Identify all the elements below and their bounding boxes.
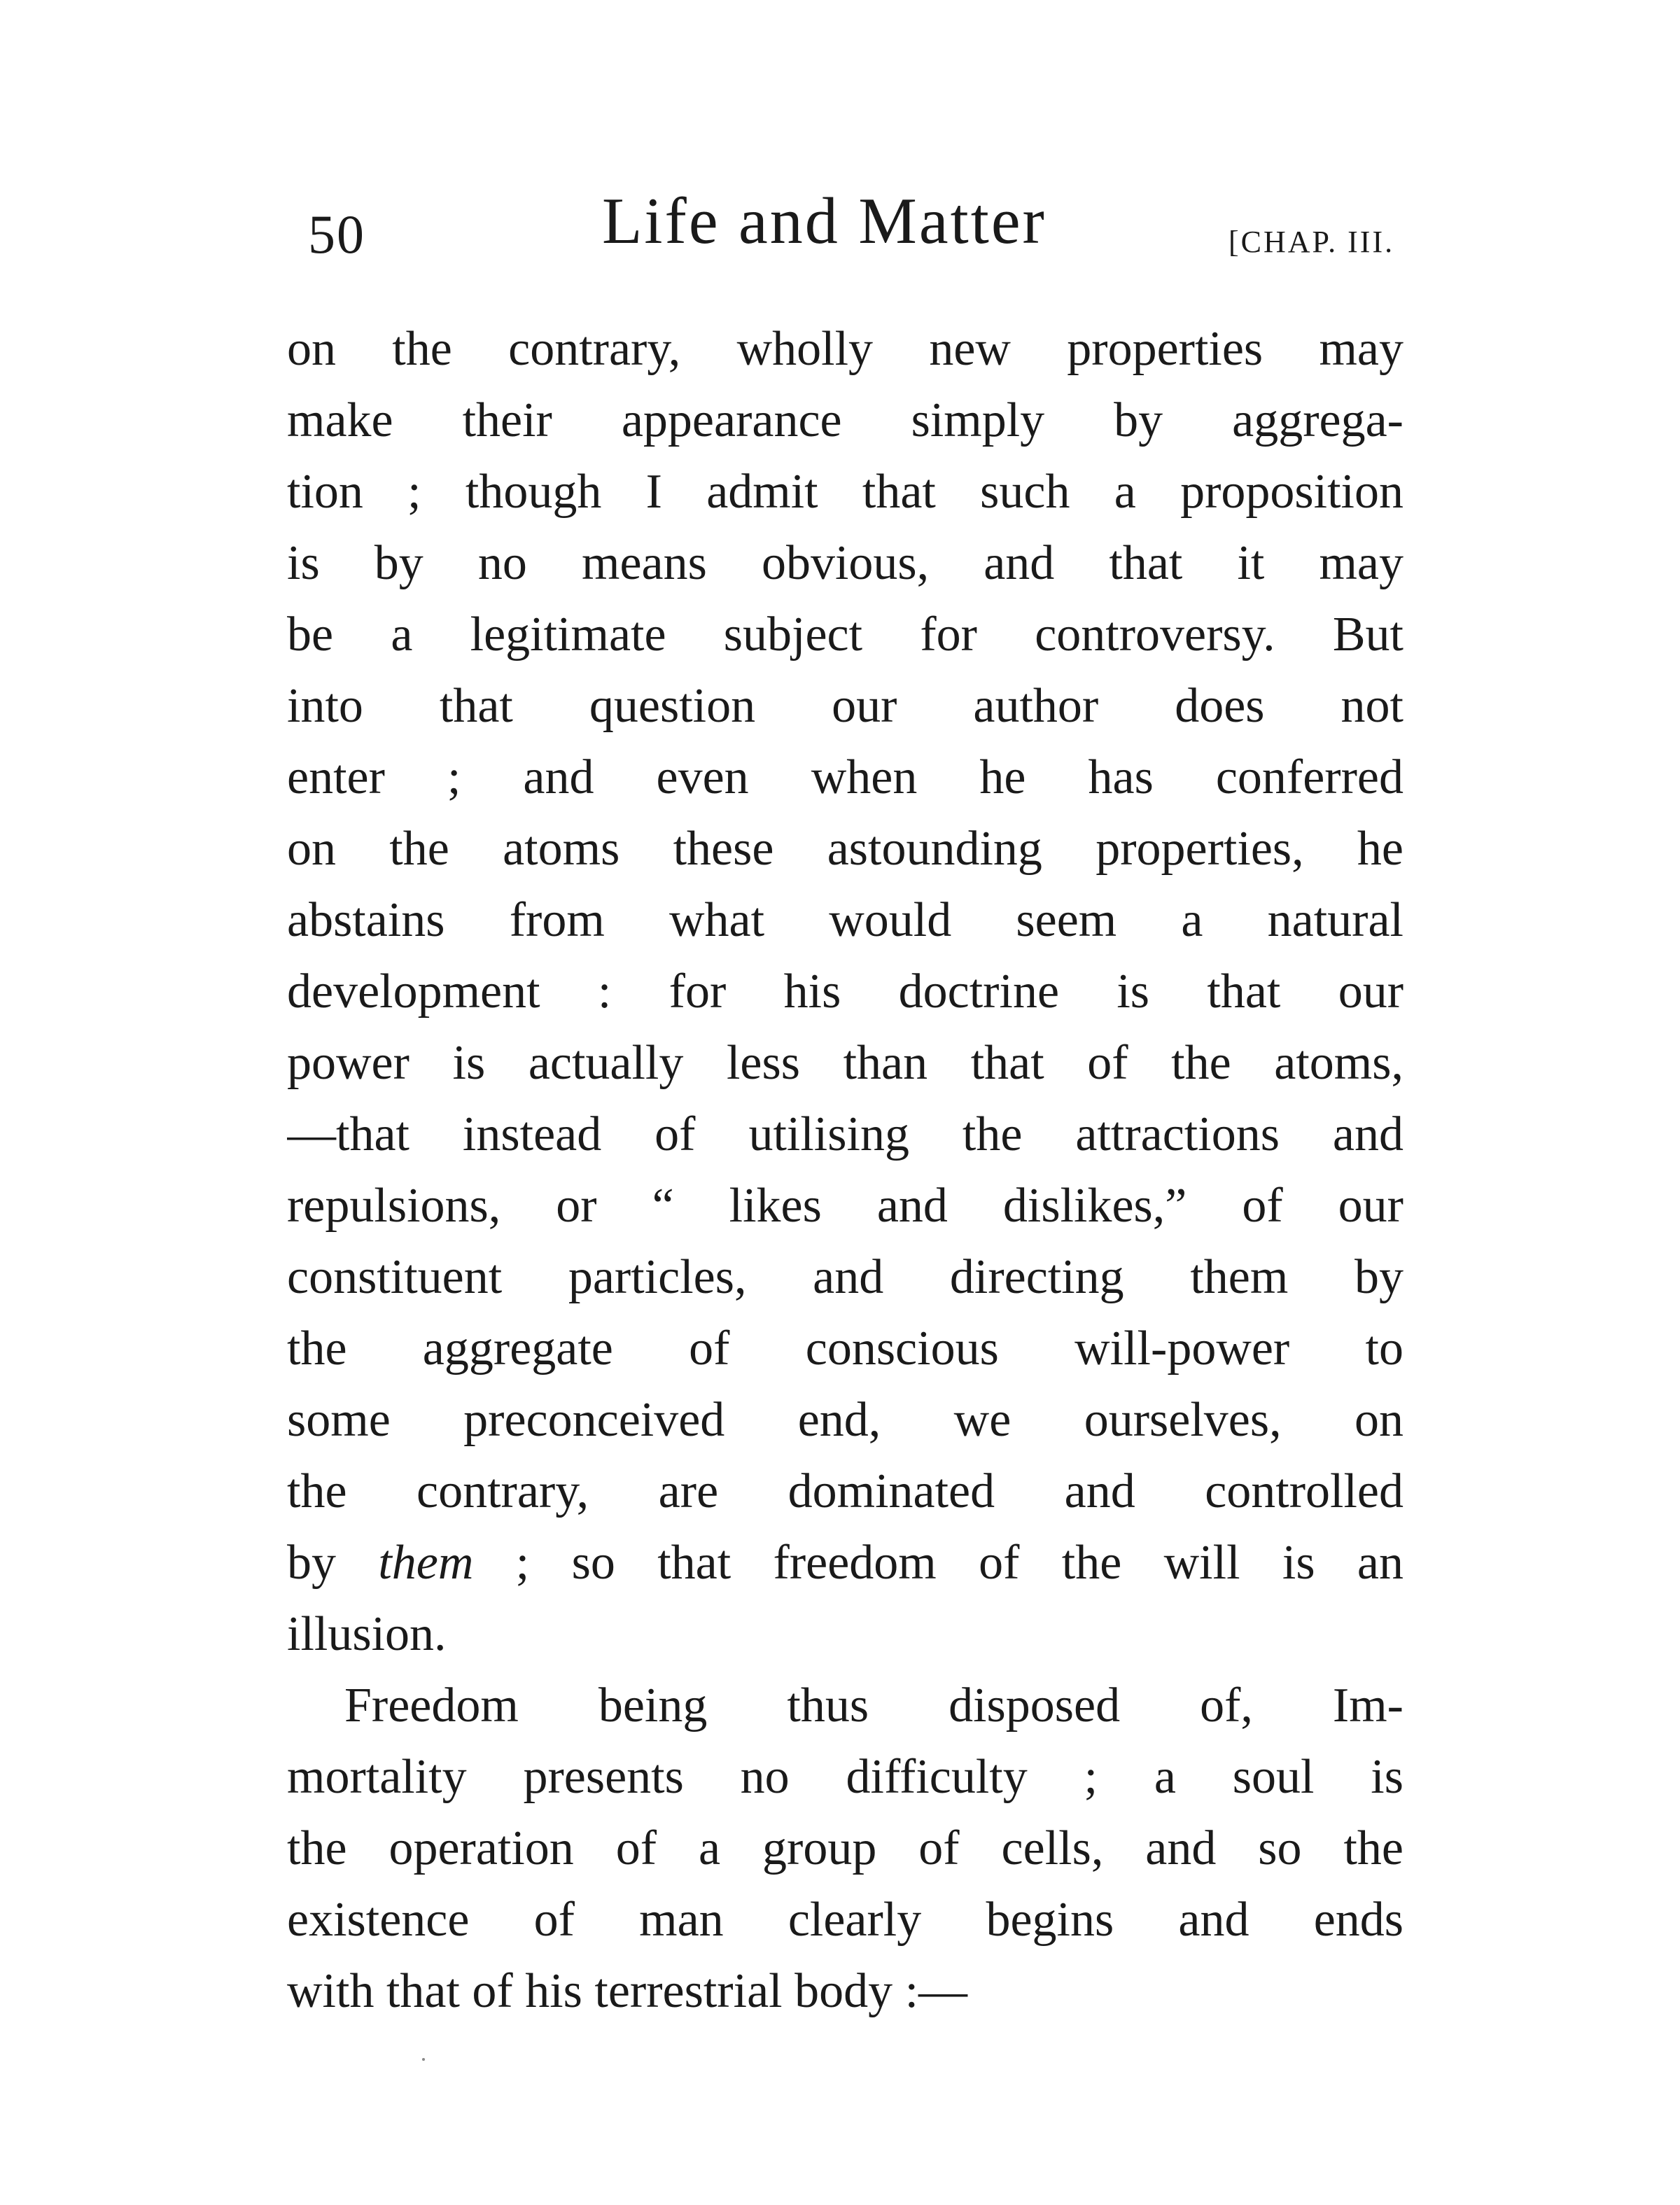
- text-line: on the contrary, wholly new properties may: [287, 322, 1404, 376]
- text-run: by: [287, 1536, 379, 1590]
- body-text: [287, 314, 1404, 2027]
- text-line: is by no means obvious, and that it may: [287, 536, 1404, 590]
- ink-speck: [422, 2058, 425, 2061]
- text-line: the operation of a group of cells, and so the: [287, 1821, 1404, 1875]
- italic-emphasis: them: [378, 1536, 474, 1590]
- text-line: some preconceived end, we ourselves, on: [287, 1393, 1404, 1447]
- text-line: into that question our author does not: [287, 679, 1404, 733]
- page-number: 50: [308, 204, 365, 265]
- text-run: ; so that freedom of the will is an: [473, 1536, 1404, 1590]
- text-line: —that instead of utilising the attractions and: [287, 1107, 1404, 1161]
- text-line: the aggregate of conscious will-power to: [287, 1322, 1404, 1376]
- text-line: constituent particles, and directing them by: [287, 1250, 1404, 1304]
- text-line: repulsions, or “ likes and dislikes,” of our: [287, 1179, 1404, 1233]
- text-line: with that of his terrestrial body :—: [287, 1964, 968, 2018]
- text-line: on the atoms these astounding properties, he: [287, 822, 1404, 876]
- text-line: be a legitimate subject for controversy. But: [287, 608, 1404, 662]
- text-line: existence of man clearly begins and ends: [287, 1893, 1404, 1947]
- text-line: Freedom being thus disposed of, Im-: [344, 1679, 1404, 1732]
- text-line: development : for his doctrine is that our: [287, 965, 1404, 1018]
- text-line: illusion.: [287, 1607, 447, 1661]
- running-title: Life and Matter: [602, 185, 1046, 258]
- text-line: tion ; though I admit that such a proposition: [287, 465, 1404, 519]
- running-head: [287, 175, 1407, 280]
- paragraph-2: [287, 1670, 1404, 2027]
- text-line: power is actually less than that of the atoms,: [287, 1036, 1404, 1090]
- text-line: the contrary, are dominated and controlled: [287, 1464, 1404, 1518]
- text-line: abstains from what would seem a natural: [287, 893, 1404, 947]
- chapter-reference: [CHAP. III.: [1228, 225, 1395, 259]
- text-line: enter ; and even when he has conferred: [287, 750, 1404, 804]
- text-line-italic: [287, 1527, 1404, 1599]
- text-line: make their appearance simply by aggrega-: [287, 393, 1404, 447]
- paragraph-1: [287, 314, 1404, 1670]
- text-line: mortality presents no difficulty ; a soul is: [287, 1750, 1404, 1804]
